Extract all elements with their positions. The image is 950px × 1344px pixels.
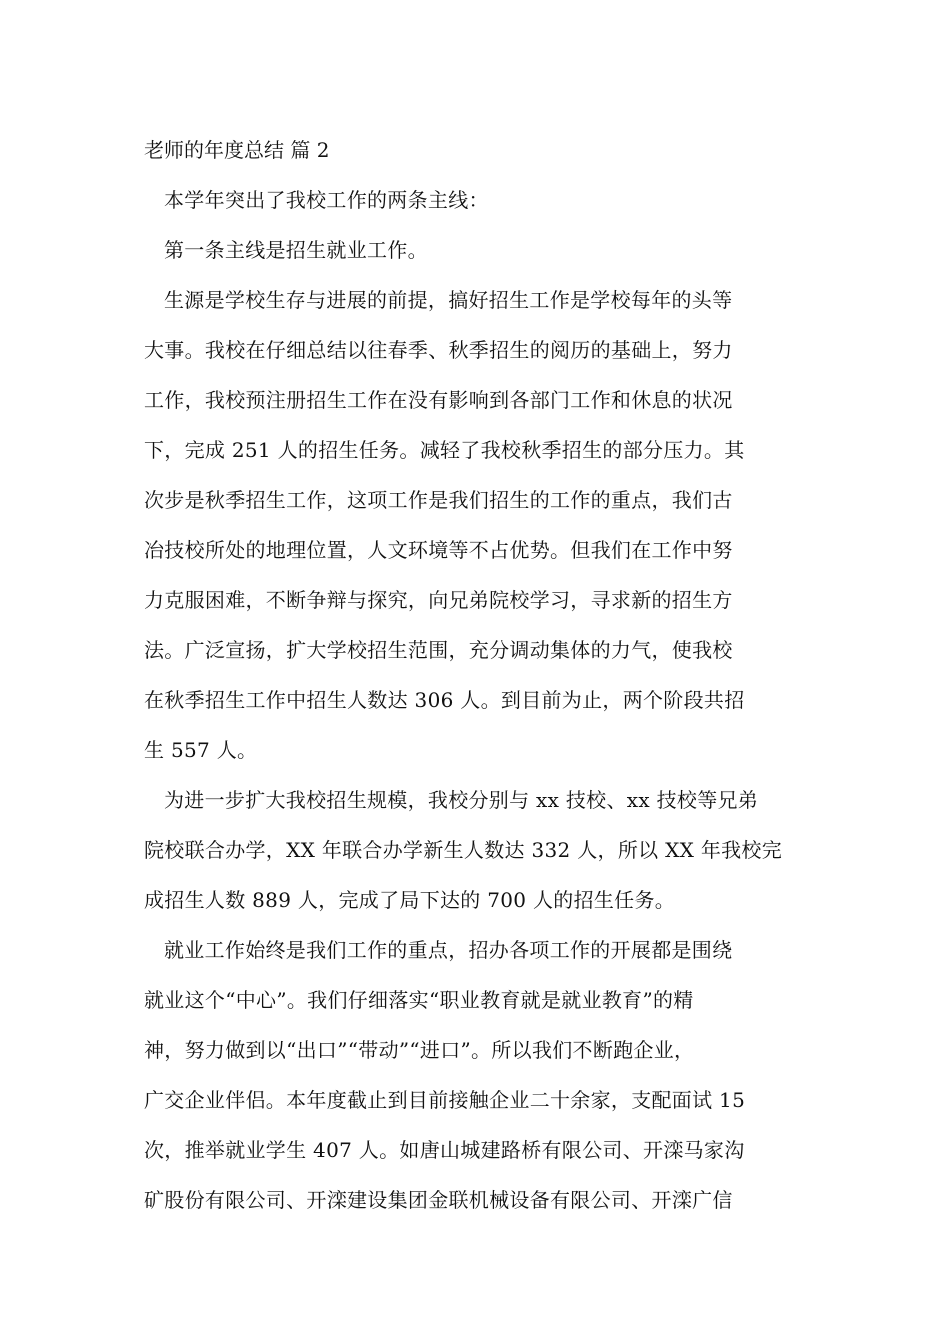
paragraph-line: 成招生人数 889 人，完成了局下达的 700 人的招生任务。: [144, 888, 676, 912]
paragraph-line: 大事。我校在仔细总结以往春季、秋季招生的阅历的基础上，努力: [144, 338, 733, 362]
paragraph-line: 矿股份有限公司、开滦建设集团金联机械设备有限公司、开滦广信: [144, 1188, 733, 1212]
paragraph-line: 生 557 人。: [144, 738, 258, 762]
paragraph-line: 次，推举就业学生 407 人。如唐山城建路桥有限公司、开滦马家沟: [144, 1138, 745, 1162]
document-heading: 老师的年度总结 篇 2: [144, 138, 330, 162]
paragraph-line: 生源是学校生存与进展的前提，搞好招生工作是学校每年的头等: [164, 288, 733, 312]
paragraph-line: 次步是秋季招生工作，这项工作是我们招生的工作的重点，我们古: [144, 488, 733, 512]
paragraph-line: 下，完成 251 人的招生任务。减轻了我校秋季招生的部分压力。其: [144, 438, 745, 462]
paragraph-line: 广交企业伴侣。本年度截止到目前接触企业二十余家，支配面试 15: [144, 1088, 746, 1112]
paragraph-line: 就业这个“中心”。我们仔细落实“职业教育就是就业教育”的精: [144, 988, 694, 1012]
paragraph-line: 在秋季招生工作中招生人数达 306 人。到目前为止，两个阶段共招: [144, 688, 745, 712]
paragraph-line: 力克服困难，不断争辩与探究，向兄弟院校学习，寻求新的招生方: [144, 588, 733, 612]
paragraph-line: 法。广泛宣扬，扩大学校招生范围，充分调动集体的力气，使我校: [144, 638, 733, 662]
paragraph-line: 工作，我校预注册招生工作在没有影响到各部门工作和休息的状况: [144, 388, 733, 412]
paragraph-line: 为进一步扩大我校招生规模，我校分别与 xx 技校、xx 技校等兄弟: [164, 788, 759, 812]
paragraph-line: 冶技校所处的地理位置，人文环境等不占优势。但我们在工作中努: [144, 538, 733, 562]
paragraph-line: 神，努力做到以“出口”“带动”“进口”。所以我们不断跑企业，: [144, 1038, 695, 1062]
paragraph-line: 就业工作始终是我们工作的重点，招办各项工作的开展都是围绕: [164, 938, 733, 962]
paragraph-line: 院校联合办学，XX 年联合办学新生人数达 332 人，所以 XX 年我校完: [144, 838, 783, 862]
paragraph-line: 第一条主线是招生就业工作。: [164, 238, 428, 262]
paragraph-line: 本学年突出了我校工作的两条主线：: [164, 188, 489, 212]
